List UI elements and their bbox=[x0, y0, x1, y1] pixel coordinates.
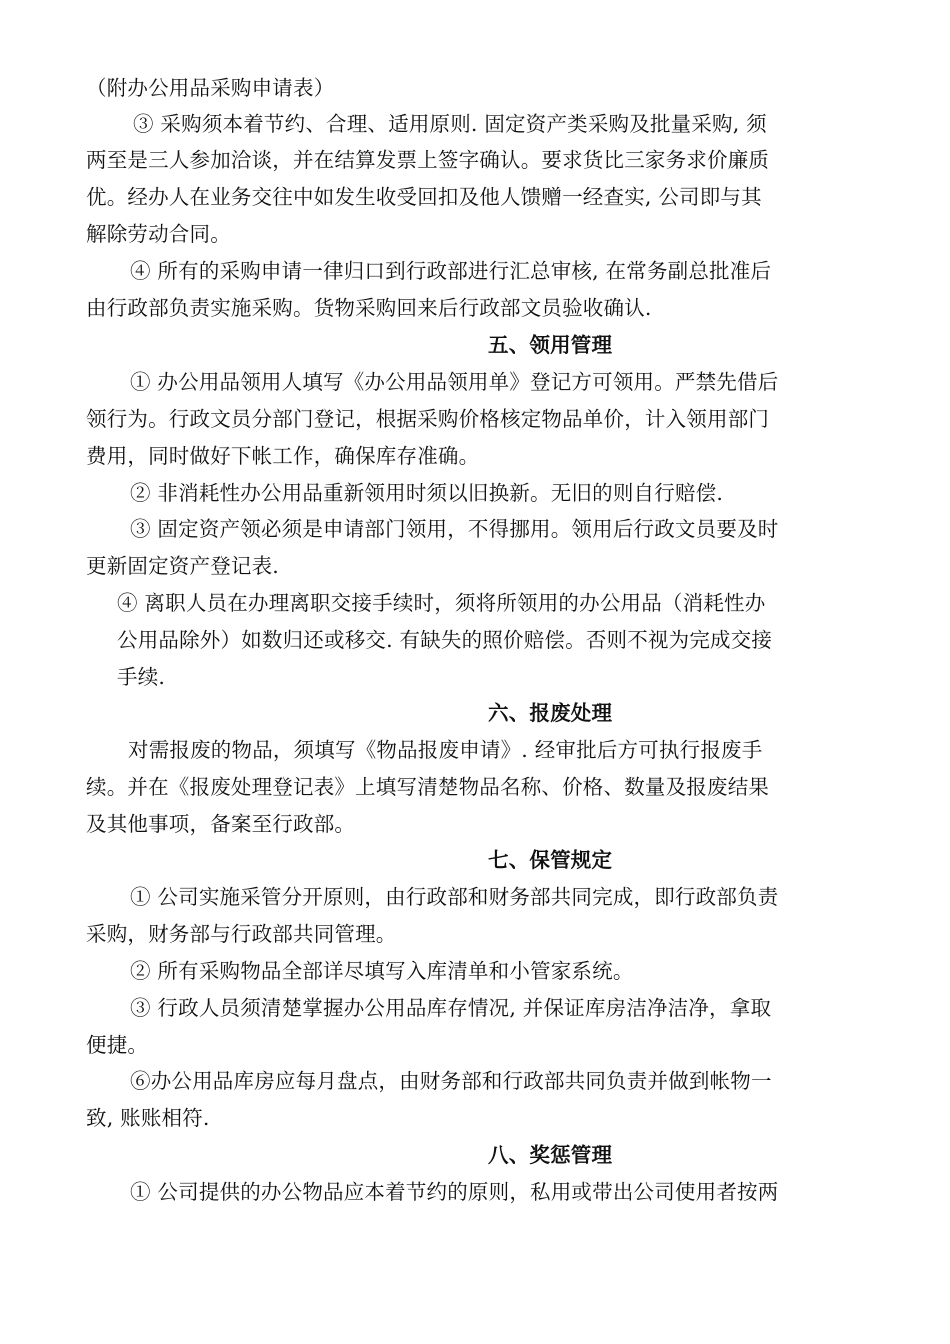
body-line: ② 所有采购物品全部详尽填写入库清单和小管家系统。 bbox=[130, 959, 634, 983]
body-line: 便捷。 bbox=[86, 1033, 149, 1057]
body-line: ⑥办公用品库房应每月盘点，由财务部和行政部共同负责并做到帐物一 bbox=[130, 1069, 772, 1093]
section-heading: 八、奖惩管理 bbox=[488, 1143, 613, 1167]
body-line: ③ 行政人员须清楚掌握办公用品库存情况, 并保证库房洁净洁净，拿取 bbox=[130, 996, 772, 1020]
body-line: ③ 采购须本着节约、合理、适用原则. 固定资产类采购及批量采购, 须 bbox=[133, 112, 767, 136]
body-line: ① 公司提供的办公物品应本着节约的原则，私用或带出公司使用者按两 bbox=[130, 1180, 779, 1204]
section-heading: 七、保管规定 bbox=[488, 848, 613, 872]
body-line: 两至是三人参加洽谈，并在结算发票上签字确认。要求货比三家务求价廉质 bbox=[86, 148, 770, 172]
body-line: 续。并在《报废处理登记表》上填写清楚物品名称、价格、数量及报废结果 bbox=[86, 775, 770, 799]
body-line: 及其他事项，备案至行政部。 bbox=[86, 812, 356, 836]
body-line: 领行为。行政文员分部门登记，根据采购价格核定物品单价，计入领用部门 bbox=[86, 407, 770, 431]
body-line: ② 非消耗性办公用品重新领用时须以旧换新。无旧的则自行赔偿. bbox=[130, 481, 724, 505]
body-line: 解除劳动合同。 bbox=[86, 222, 231, 246]
body-line: 致, 账账相符. bbox=[86, 1106, 210, 1130]
body-line: 公用品除外）如数归还或移交. 有缺失的照价赔偿。否则不视为完成交接 bbox=[117, 628, 773, 652]
body-line: ① 公司实施采管分开原则，由行政部和财务部共同完成，即行政部负责 bbox=[130, 885, 779, 909]
body-line: 对需报废的物品，须填写《物品报废申请》. 经审批后方可执行报废手 bbox=[128, 738, 763, 762]
section-heading: 六、报废处理 bbox=[488, 701, 613, 725]
body-line: ③ 固定资产领必须是申请部门领用，不得挪用。领用后行政文员要及时 bbox=[130, 517, 779, 541]
body-line: 优。经办人在业务交往中如发生收受回扣及他人馈赠一经查实, 公司即与其 bbox=[86, 185, 762, 209]
body-line: ④ 离职人员在办理离职交接手续时，须将所领用的办公用品（消耗性办 bbox=[117, 591, 766, 615]
body-line: 更新固定资产登记表. bbox=[86, 554, 280, 578]
body-line: ④ 所有的采购申请一律归口到行政部进行汇总审核, 在常务副总批准后 bbox=[130, 259, 772, 283]
body-line: （附办公用品采购申请表） bbox=[86, 76, 335, 100]
section-heading: 五、领用管理 bbox=[488, 333, 613, 357]
body-line: 由行政部负责实施采购。货物采购回来后行政部文员验收确认. bbox=[86, 296, 652, 320]
body-line: 费用，同时做好下帐工作，确保库存准确。 bbox=[86, 444, 480, 468]
body-line: ① 办公用品领用人填写《办公用品领用单》登记方可领用。严禁先借后 bbox=[130, 370, 779, 394]
body-line: 采购，财务部与行政部共同管理。 bbox=[86, 922, 397, 946]
body-line: 手续. bbox=[117, 665, 166, 689]
